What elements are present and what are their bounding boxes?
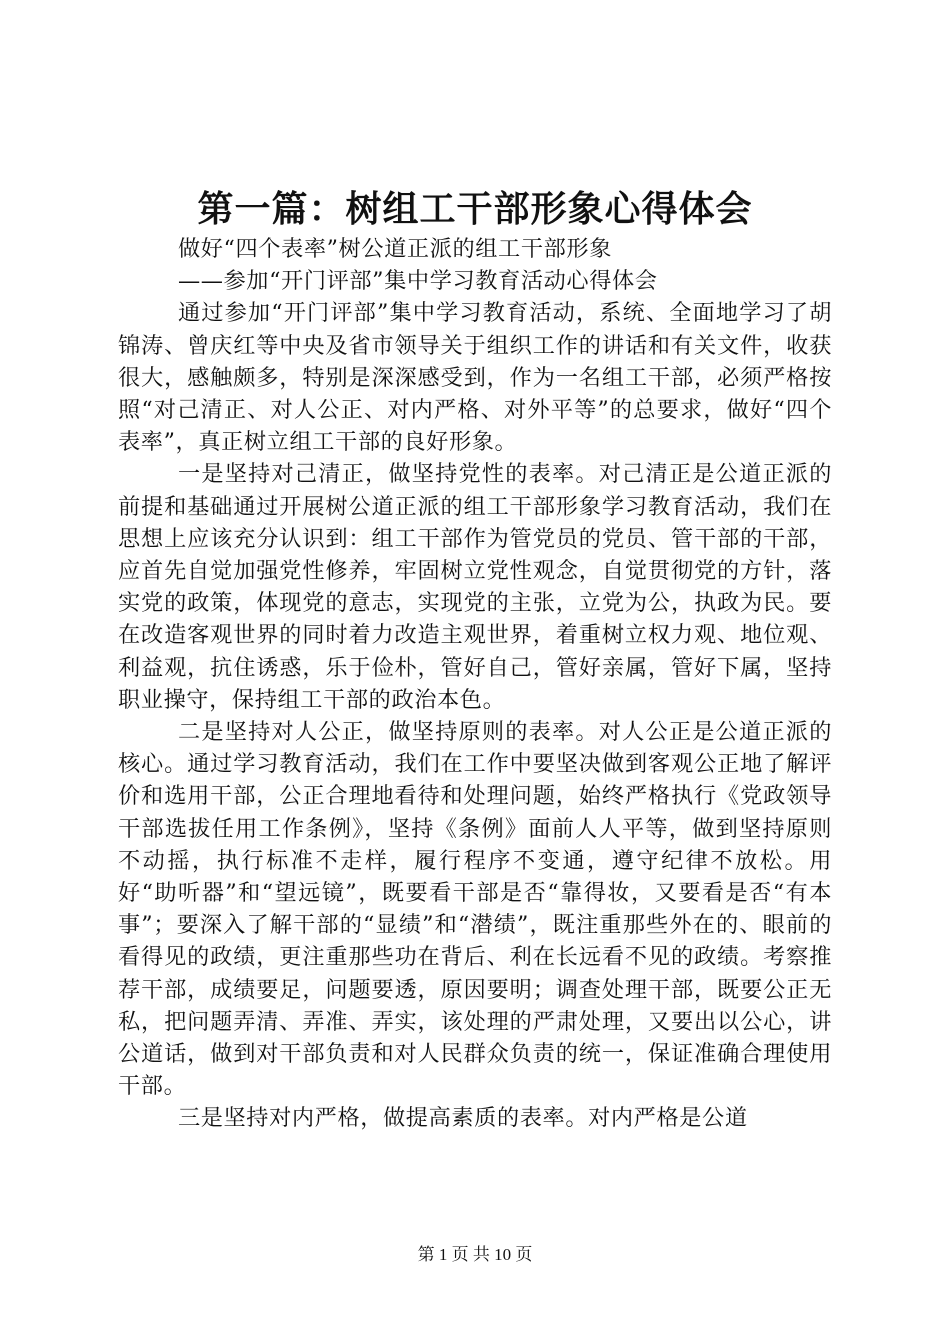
subtitle-line-2: ——参加“开门评部”集中学习教育活动心得体会 (177, 268, 658, 295)
document-title: 第一篇：树组工干部形象心得体会 (197, 189, 753, 230)
paragraph-point-two: 二是坚持对人公正，做坚持原则的表率。对人公正是公道正派的核心。通过学习教育活动，我们在工作中要坚决做到客观公正地了解评价和选用干部，公正合理地看待和处理问题，始终严格执行《党政领导干部选拔任用工作条例》，坚持《条例》面前人人平等，做到坚持原则不动摇，执行标准不走样，履行程序不变通，遵守纪律不放松。用好“助听器”和“望远镜”，既要看干部是否“靠得妆，又要看是否“有本事”；要深入了解干部的“显绩”和“潜绩”，既注重那些外在的、眼前的看得见的政绩，更注重那些功在背后、利在长远看不见的政绩。考察推荐干部，成绩要足，问题要透，原因要明；调查处理干部，既要公正无私，把问题弄清、弄准、弄实，该处理的严肃处理，又要出以公心，讲公道话，做到对干部负责和对人民群众负责的统一，保证准确合理使用干部。 (118, 719, 832, 1100)
paragraph-point-three: 三是坚持对内严格，做提高素质的表率。对内严格是公道 (177, 1105, 748, 1132)
paragraph-intro: 通过参加“开门评部”集中学习教育活动，系统、全面地学习了胡锦涛、曾庆红等中央及省市领导关于组织工作的讲话和有关文件，收获很大，感触颇多，特别是深深感受到，作为一名组工干部，必须严格按照“对己清正、对人公正、对内严格、对外平等”的总要求，做好“四个表率”，真正树立组工干部的良好形象。 (118, 300, 832, 456)
paragraph-point-one: 一是坚持对己清正，做坚持党性的表率。对己清正是公道正派的前提和基础通过开展树公道正派的组工干部形象学习教育活动，我们在思想上应该充分认识到：组工干部作为管党员的党员、管干部的干部，应首先自觉加强党性修养，牢固树立党性观念，自觉贯彻党的方针，落实党的政策，体现党的意志，实现党的主张，立党为公，执政为民。要在改造客观世界的同时着力改造主观世界，着重树立权力观、地位观、利益观，抗住诱惑，乐于俭朴，管好自己，管好亲属，管好下属，坚持职业操守，保持组工干部的政治本色。 (118, 461, 832, 713)
subtitle-line-1: 做好“四个表率”树公道正派的组工干部形象 (177, 236, 612, 262)
document-body (118, 233, 832, 1135)
page-footer: 第 1 页 共 10 页 (417, 1245, 533, 1264)
